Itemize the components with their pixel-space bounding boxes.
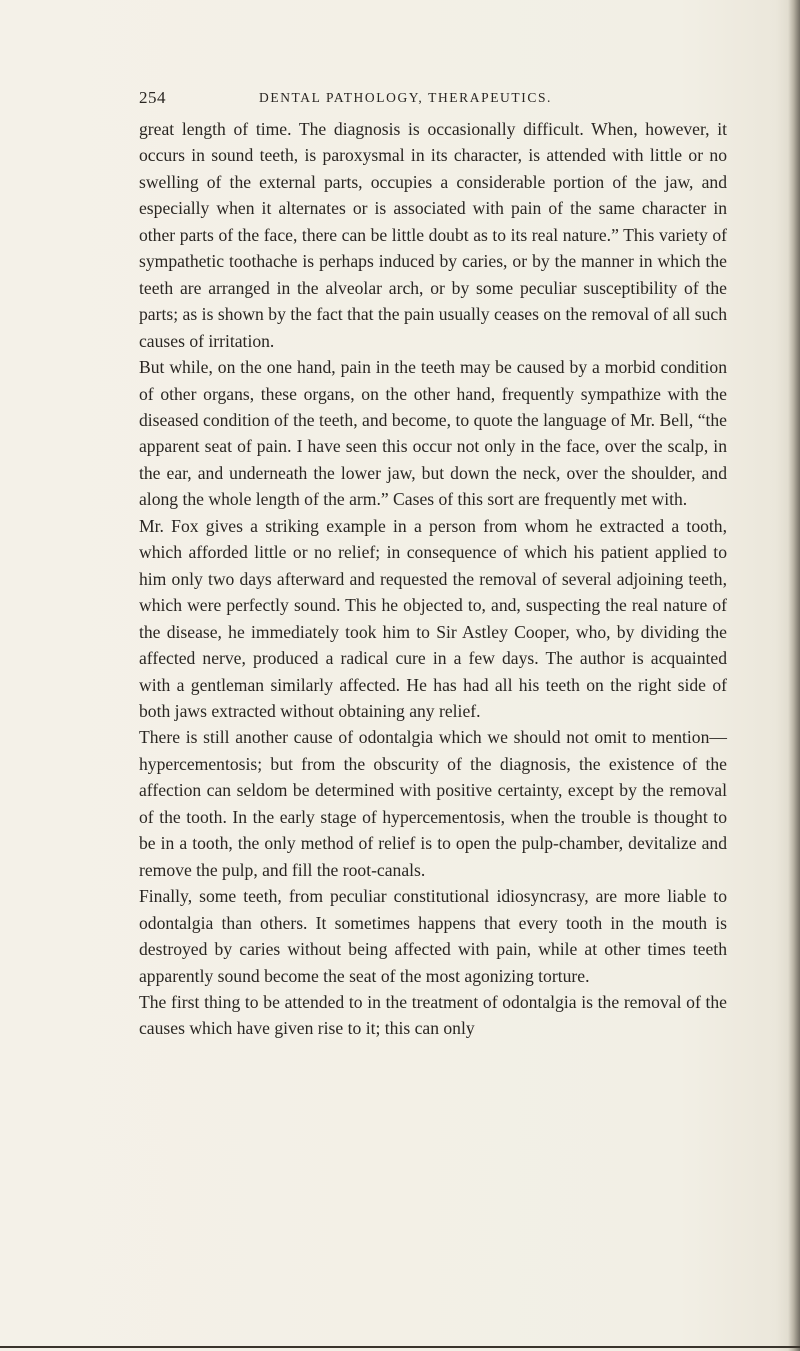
paragraph-continued: great length of time. The diagnosis is occasionally difficult. When, however, it occurs in sound teeth, is paroxysmal in its character, is attended with little or no swelling of the external parts, occupies a considerable portion of the jaw, and especially when it alternates or is associated with pain of the same character in other parts of the face, there can be little doubt as to its real nature.” This variety of sympathetic toothache is perhaps induced by caries, or by the manner in which the teeth are arranged in the alveolar arch, or by some peculiar susceptibility of the parts; as is shown by the fact that the pain usually ceases on the removal of all such causes of irritation. — [139, 119, 727, 351]
paragraph-sympathy-of-organs: But while, on the one hand, pain in the teeth may be caused by a morbid condition of other organs, these organs, on the other hand, frequently sympathize with the diseased condition of the teeth, and become, to quote the language of Mr. Bell, “the apparent seat of pain. I have seen this occur not only in the face, over the scalp, in the ear, and underneath the lower jaw, but down the neck, over the shoulder, and along the whole length of the arm.” Cases of this sort are frequently met with. — [139, 357, 727, 510]
page-number: 254 — [139, 88, 166, 107]
page-header — [139, 88, 727, 112]
page-edge-shadow — [788, 0, 800, 1351]
paragraph-hypercementosis: There is still another cause of odontalgia which we should not omit to mention—hypercementosis; but from the obscurity of the diagnosis, the existence of the affection can seldom be determined with positive certainty, except by the removal of the tooth. In the early stage of hypercementosis, when the trouble is thought to be in a tooth, the only method of relief is to open the pulp-chamber, devitalize and remove the pulp, and fill the root-canals. — [139, 727, 727, 880]
paragraph-idiosyncrasy: Finally, some teeth, from peculiar constitutional idiosyncrasy, are more liable to odontalgia than others. It sometimes happens that every tooth in the mouth is destroyed by caries without being affected with pain, while at other times teeth apparently sound become the seat of the most agonizing torture. — [139, 886, 727, 986]
paragraph-treatment: The first thing to be attended to in the treatment of odontalgia is the removal of the causes which have given rise to it; this can only — [139, 991, 727, 1039]
body-text — [139, 116, 727, 1042]
bottom-edge-line — [0, 1346, 800, 1348]
paragraph-fox-example: Mr. Fox gives a striking example in a person from whom he extracted a tooth, which afforded little or no relief; in consequence of which his patient applied to him only two days afterward and requested the removal of several adjoining teeth, which were perfectly sound. This he objected to, and, suspecting the real nature of the disease, he immediately took him to Sir Astley Cooper, who, by dividing the affected nerve, produced a radical cure in a few days. The author is acquainted with a gentleman similarly affected. He has had all his teeth on the right side of both jaws extracted without obtaining any relief. — [139, 515, 727, 721]
running-title: DENTAL PATHOLOGY, THERAPEUTICS. — [259, 90, 553, 105]
